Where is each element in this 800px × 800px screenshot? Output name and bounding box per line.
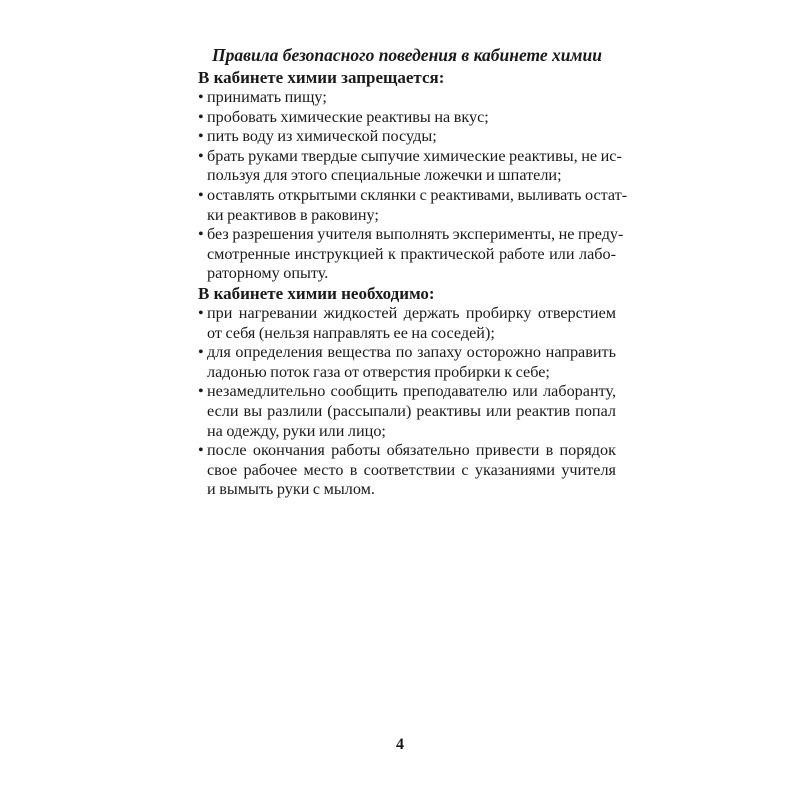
forbidden-heading: В кабинете химии запрещается:: [198, 68, 445, 87]
list-item-line: незамедлительно сообщить преподавателю или лаборанту,: [207, 382, 616, 401]
list-item: [198, 382, 616, 441]
list-item-line: пользуя для этого специальные ложечки и шпатели;: [207, 166, 562, 185]
bullet-icon: •: [198, 225, 204, 244]
list-item-line: ки реактивов в раковину;: [207, 205, 379, 224]
required-list: [198, 304, 616, 500]
bullet-icon: •: [198, 88, 204, 106]
list-item-line: свое рабочее место в соответствии с указаниями учителя: [207, 460, 616, 479]
list-item-line: если вы разлили (рассыпали) реактивы или реактив попал: [207, 401, 616, 420]
page-content: [198, 44, 628, 500]
list-item-line: брать руками твердые сыпучие химические реактивы, не ис-: [207, 146, 622, 165]
bullet-icon: •: [198, 382, 204, 401]
list-item-line: смотренные инструкцией к практической работе или лабо-: [207, 244, 616, 263]
forbidden-list: [198, 88, 628, 284]
list-item-line: на одежду, руки или лицо;: [207, 421, 386, 440]
list-item-line: при нагревании жидкостей держать пробирку отверстием: [207, 303, 616, 322]
list-item: [198, 343, 616, 382]
list-item: [198, 127, 616, 147]
bullet-icon: •: [198, 303, 204, 322]
list-item-line: и вымыть руки с мылом.: [207, 480, 375, 499]
list-item: [198, 185, 628, 225]
list-item: [198, 108, 616, 128]
list-item-line: пробовать химические реактивы на вкус;: [207, 107, 489, 126]
list-item: [198, 88, 616, 108]
bullet-icon: •: [198, 441, 204, 460]
list-item-line: после окончания работы обязательно привести в порядок: [207, 441, 616, 460]
list-item-line: от себя (нельзя направлять ее на соседей);: [207, 323, 495, 342]
required-heading: В кабинете химии необходимо:: [198, 283, 435, 303]
list-item-line: без разрешения учителя выполнять эксперименты, не преду-: [207, 225, 624, 244]
list-item-line: ладонью поток газа от отверстия пробирки к себе;: [207, 362, 550, 381]
page-number: 4: [396, 736, 404, 753]
list-item-line: раторному опыту.: [207, 264, 329, 283]
bullet-icon: •: [198, 127, 204, 146]
bullet-icon: •: [198, 107, 204, 126]
list-item: [198, 146, 622, 186]
bullet-icon: •: [198, 343, 204, 362]
list-item-line: пить воду из химической посуды;: [207, 127, 437, 146]
bullet-icon: •: [198, 146, 204, 165]
list-item-line: принимать пищу;: [207, 88, 327, 106]
list-item-line: для определения вещества по запаху осторожно направить: [207, 343, 616, 362]
list-item-line: оставлять открытыми склянки с реактивами, выливать остат-: [207, 185, 628, 204]
list-item: [198, 304, 616, 343]
page-title: Правила безопасного поведения в кабинете химии: [212, 45, 602, 65]
list-item: [198, 225, 624, 284]
bullet-icon: •: [198, 185, 204, 204]
list-item: [198, 441, 616, 500]
